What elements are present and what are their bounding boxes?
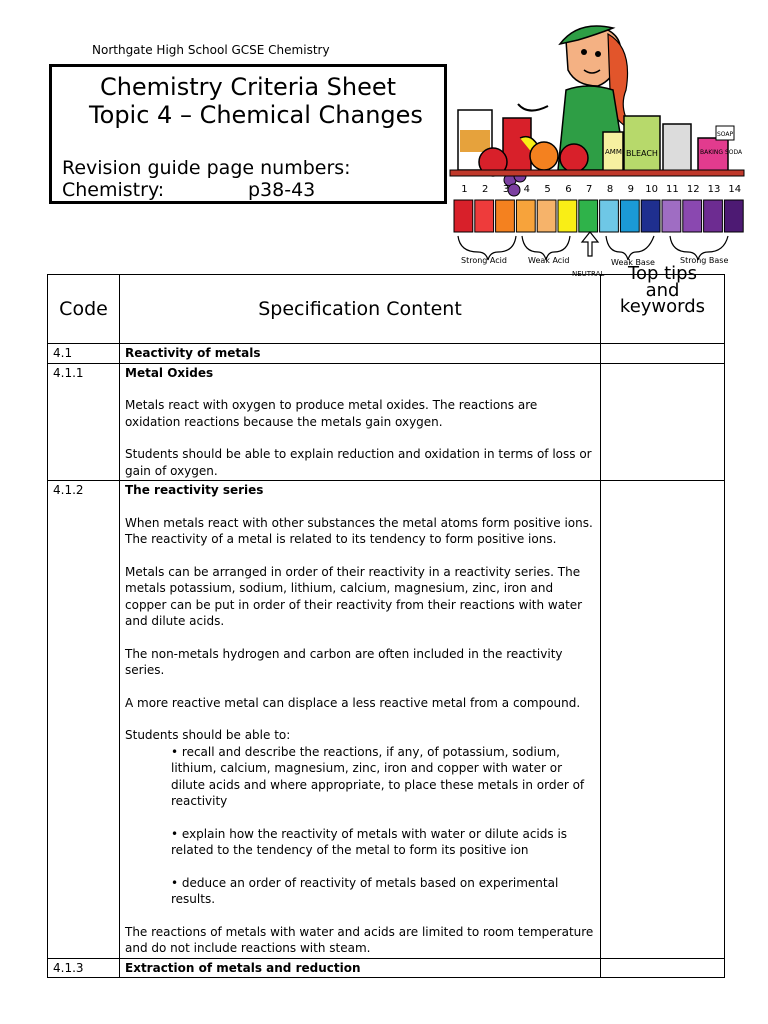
bottle-label-amm: AMM (605, 148, 622, 156)
tips-cell[interactable] (601, 363, 725, 481)
ph-color-block-4 (516, 200, 535, 232)
ph-number-12: 12 (686, 184, 700, 195)
ph-number-3: 3 (502, 184, 510, 195)
ph-number-1: 1 (461, 184, 468, 195)
strong-base-label: Strong Base (680, 256, 729, 265)
paragraph: A more reactive metal can displace a less reactive metal from a compound. (125, 695, 581, 710)
paragraph: Metals can be arranged in order of their reactivity in a reactivity series. The metals potassium, sodium, lithium, calcium, magnesium, zinc, iron and copper can be put in order of their reactivity from their reactions with water and dilute acids. (125, 564, 583, 628)
tips-cell[interactable] (601, 958, 725, 978)
ph-color-block-14 (724, 200, 743, 232)
row-code: 4.1 (48, 344, 120, 364)
paragraph: The reactions of metals with water and acids are limited to room temperature and do not include reactions with steam. (125, 924, 594, 955)
row-content (120, 481, 601, 959)
table-row (48, 958, 725, 978)
row-heading: Metal Oxides (125, 365, 214, 380)
ph-color-block-11 (662, 200, 681, 232)
title-box (49, 64, 447, 204)
paragraph: The non-metals hydrogen and carbon are often included in the reactivity series. (125, 646, 563, 677)
ph-number-8: 8 (606, 184, 614, 195)
bottle-label-soap: SOAP (717, 131, 734, 138)
bullet-item: • explain how the reactivity of metals with water or dilute acids is related to the tendency of the metal to form its positive ion (171, 826, 568, 857)
strong-acid-label: Strong Acid (461, 256, 507, 265)
row-heading: Reactivity of metals (120, 344, 601, 364)
ph-color-block-8 (600, 200, 619, 232)
weak-acid-label: Weak Acid (528, 256, 570, 265)
chemistry-pages-line (62, 179, 316, 201)
ph-number-7: 7 (586, 184, 593, 195)
row-heading: Extraction of metals and reduction (120, 958, 601, 978)
bottle-label-baking-soda: BAKING SODA (700, 149, 743, 156)
weak-base-label: Weak Base (611, 258, 655, 267)
ph-color-block-10 (641, 200, 660, 232)
ph-number-9: 9 (627, 184, 634, 195)
chemistry-label: Chemistry: (62, 179, 165, 201)
row-code: 4.1.2 (48, 481, 120, 959)
table-row (48, 363, 725, 481)
sheet-title: Chemistry Criteria Sheet (99, 73, 397, 101)
row-heading: The reactivity series (125, 483, 264, 497)
specification-table (47, 263, 725, 978)
row-code: 4.1.3 (48, 958, 120, 978)
table-row (48, 344, 725, 364)
ph-color-block-7 (579, 200, 598, 232)
ph-number-2: 2 (482, 184, 489, 195)
ph-color-block-3 (496, 200, 515, 232)
ph-number-6: 6 (565, 184, 572, 195)
chemistry-pages: p38-43 (248, 179, 316, 201)
paragraph: When metals react with other substances the metal atoms form positive ions. The reactivity of a metal is related to its tendency to form positive ions. (125, 515, 593, 546)
row-code: 4.1.1 (48, 363, 120, 481)
ph-color-block-2 (475, 200, 494, 232)
bullet-item: • deduce an order of reactivity of metals based on experimental results. (171, 875, 559, 906)
ph-number-5: 5 (544, 184, 551, 195)
paragraph: Metals react with oxygen to produce metal oxides. The reactions are oxidation reactions because the metals gain oxygen. (125, 398, 538, 429)
ph-number-13: 13 (707, 184, 721, 195)
ph-color-block-9 (620, 200, 639, 232)
table-header-row (48, 275, 725, 344)
ph-color-block-6 (558, 200, 577, 232)
tips-cell[interactable] (601, 344, 725, 364)
bottle-label-bleach: BLEACH (626, 149, 658, 158)
content-header: Specification Content (120, 275, 601, 344)
tips-cell[interactable] (601, 481, 725, 959)
row-content (120, 363, 601, 481)
ph-color-block-13 (704, 200, 723, 232)
ph-color-block-1 (454, 200, 473, 232)
code-header: Code (48, 275, 120, 344)
paragraph: Students should be able to explain reduction and oxidation in terms of loss or gain of oxygen. (125, 447, 592, 478)
tips-header: Top tips and keywords (601, 275, 725, 344)
bullet-item: • recall and describe the reactions, if any, of potassium, sodium, lithium, calcium, magnesium, zinc, iron and copper with water or dilute acids and where appropriate, to place these metals in order of reactivity (171, 744, 585, 808)
neutral-label: NEUTRAL (572, 270, 605, 278)
ph-scale-illustration (448, 20, 748, 282)
ph-number-10: 10 (645, 184, 658, 195)
ph-color-block-12 (683, 200, 702, 232)
ph-number-11: 11 (666, 184, 679, 195)
revision-label: Revision guide page numbers: (62, 157, 351, 179)
school-name: Northgate High School GCSE Chemistry (92, 43, 330, 57)
ph-number-14: 14 (728, 184, 742, 195)
paragraph: Students should be able to: (125, 728, 291, 742)
ph-number-4: 4 (523, 184, 530, 195)
table-row (48, 481, 725, 959)
ph-color-block-5 (537, 200, 556, 232)
topic-title: Topic 4 – Chemical Changes (89, 101, 423, 129)
